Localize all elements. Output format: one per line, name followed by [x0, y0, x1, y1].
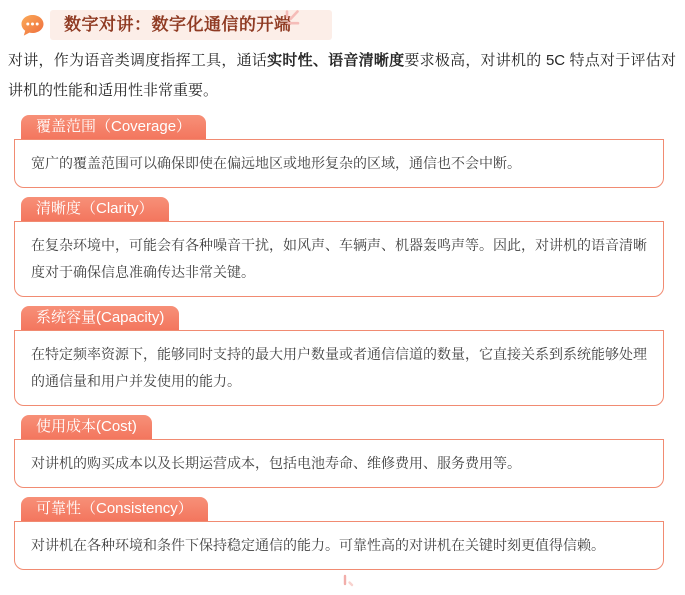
intro-text-post: 要求极高，对讲机的 5C 特点对于评估对讲机的性能和适用性非常重要。: [8, 52, 676, 99]
sparkle-accent-icon: [339, 574, 357, 595]
chat-bubble-icon: [20, 13, 45, 38]
section-tab-clarity: 清晰度（Clarity）: [21, 197, 169, 221]
intro-text-pre: 对讲，作为语音类调度指挥工具，通话: [8, 52, 268, 69]
section-panel-coverage: 宽广的覆盖范围可以确保即使在偏远地区或地形复杂的区域，通信也不会中断。: [14, 139, 664, 188]
section-panel-capacity: 在特定频率资源下，能够同时支持的最大用户数量或者通信信道的数量，它直接关系到系统能够处理的通信量和用户并发使用的能力。: [14, 330, 664, 406]
section-tab-cost: 使用成本(Cost): [21, 415, 152, 439]
section-coverage: [14, 115, 664, 188]
section-consistency: [14, 497, 664, 570]
section-panel-consistency: 对讲机在各种环境和条件下保持稳定通信的能力。可靠性高的对讲机在关键时刻更值得信赖。: [14, 521, 664, 570]
section-capacity: [14, 306, 664, 406]
section-tab-capacity: 系统容量(Capacity): [21, 306, 179, 330]
page-title: 数字对讲：数字化通信的开端: [50, 10, 332, 40]
section-clarity: [14, 197, 664, 297]
intro-paragraph: [8, 46, 676, 106]
section-panel-cost: 对讲机的购买成本以及长期运营成本，包括电池寿命、维修费用、服务费用等。: [14, 439, 664, 488]
section-cost: [14, 415, 664, 488]
sparkle-corner-accent-icon: [284, 10, 304, 31]
intro-text-bold: 实时性、语音清晰度: [267, 52, 405, 69]
article-header: [20, 9, 685, 41]
section-tab-coverage: 覆盖范围（Coverage）: [21, 115, 206, 139]
section-panel-clarity: 在复杂环境中，可能会有各种噪音干扰，如风声、车辆声、机器轰鸣声等。因此，对讲机的语音清晰度对于确保信息准确传达非常关键。: [14, 221, 664, 297]
section-tab-consistency: 可靠性（Consistency）: [21, 497, 208, 521]
